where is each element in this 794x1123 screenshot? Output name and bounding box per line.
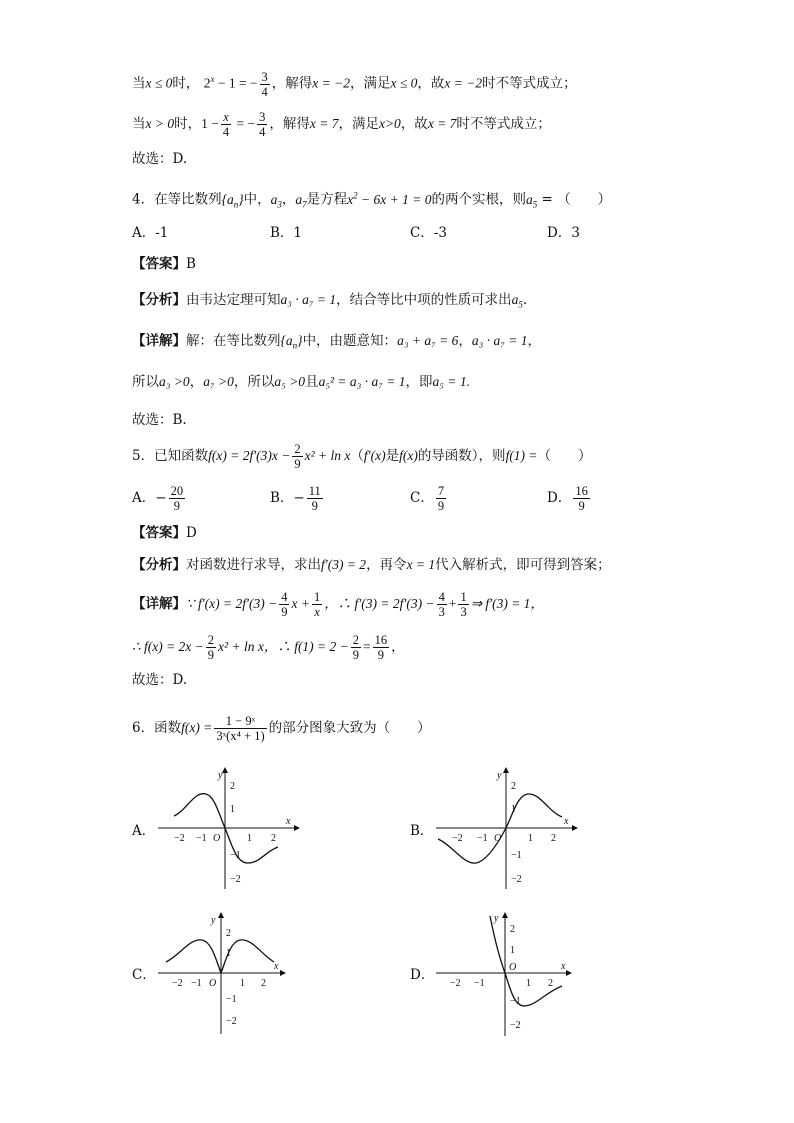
q6-stem	[132, 714, 431, 743]
x-label: x	[274, 961, 279, 972]
y-tick-label: −2	[226, 1016, 237, 1027]
math: x	[210, 74, 215, 84]
analysis-tag: 【分析】	[132, 292, 186, 308]
x-tick-label: −1	[191, 978, 202, 989]
curve	[166, 940, 274, 973]
numerator: 1	[460, 590, 467, 604]
denominator: 4	[222, 125, 230, 139]
math: x = 7	[427, 116, 457, 131]
text: 时，	[174, 116, 202, 132]
x-label: x	[564, 816, 569, 827]
x-label: x	[286, 816, 291, 827]
x-tick-label: −1	[474, 978, 485, 989]
math: x +	[291, 596, 310, 611]
fraction	[573, 484, 590, 513]
denominator: 9	[377, 648, 385, 662]
q3-case-x-le-0	[132, 68, 577, 99]
graph-b-svg	[430, 765, 580, 893]
math: x>0	[378, 116, 401, 131]
y-label: y	[494, 913, 499, 924]
math: a₅ >0	[274, 374, 306, 389]
math: ∵ f′(x) = 2f′(3) −	[186, 596, 278, 611]
y-arrow	[218, 912, 224, 918]
math: x² + ln x	[304, 448, 351, 463]
y-label: y	[211, 915, 216, 926]
q4-option-a[interactable]: A．-1	[132, 225, 169, 241]
text: 解：在等比数列	[186, 333, 281, 349]
math: ⇒ f′(3) = 1，	[470, 596, 544, 611]
math: +	[448, 596, 457, 611]
text: 由韦达定理可知	[186, 292, 281, 308]
option-label: A．	[132, 490, 156, 506]
denominator: 4	[261, 84, 268, 99]
x-tick-label: 2	[261, 978, 266, 989]
detail-tag: 【详解】	[132, 333, 186, 349]
x-tick-label: −2	[172, 978, 183, 989]
y-tick-label: −1	[511, 850, 522, 861]
numerator: 2	[352, 633, 360, 647]
x-label: x	[561, 961, 566, 972]
fraction	[169, 484, 186, 513]
fraction	[214, 714, 266, 743]
text: 的两个实根，则	[431, 191, 526, 208]
option-sign: −	[155, 490, 167, 506]
x-tick-label: 1	[247, 833, 252, 844]
y-tick-label: −2	[230, 874, 241, 885]
math: = −	[233, 116, 256, 131]
text: ，故	[417, 75, 445, 92]
text: 中，	[243, 191, 271, 208]
fraction	[279, 590, 289, 619]
graph-c-svg	[152, 910, 302, 1038]
analysis-tag: 【分析】	[132, 557, 186, 573]
x-tick-label: −2	[174, 833, 185, 844]
math: x = 1	[406, 557, 436, 572]
numerator: 1	[313, 590, 321, 604]
text: ，再令	[366, 557, 407, 573]
subscript: 5	[518, 299, 523, 310]
math: x ≤ 0	[390, 75, 418, 91]
text: ，	[458, 333, 472, 349]
q4-answer	[132, 253, 196, 275]
graph-a-svg	[152, 765, 302, 893]
numerator: x	[221, 110, 231, 125]
option-label: B．	[270, 490, 294, 506]
y-tick-label: −2	[510, 1020, 521, 1031]
denominator: 3ˣ(x⁴ + 1)	[216, 729, 265, 743]
text: 当	[132, 75, 146, 92]
fraction	[373, 633, 390, 662]
fraction	[436, 484, 446, 513]
q5-option-b[interactable]	[270, 484, 325, 513]
subscript: n	[292, 340, 298, 351]
text: 代入解析式，即可得到答案；	[435, 557, 611, 573]
q6-option-d-label[interactable]: D．	[410, 967, 435, 983]
denominator: 9	[294, 457, 301, 471]
math: f(x) = 2f′(3)x −	[208, 448, 291, 463]
q4-detail	[132, 330, 541, 357]
numerator: 16	[374, 633, 388, 647]
numerator: 2	[294, 442, 301, 456]
option-label: C．	[410, 490, 434, 506]
q5-detail	[132, 590, 544, 619]
option-label: D．	[547, 490, 572, 506]
math-part: a	[270, 191, 278, 207]
y-tick-label: 2	[226, 928, 231, 939]
math: x = 7	[309, 116, 339, 131]
x-arrow	[280, 970, 286, 976]
y-tick-label: −1	[510, 996, 521, 1007]
subscript: n	[233, 199, 239, 210]
text: 的部分图象大致为（ ）	[268, 720, 431, 736]
y-arrow	[503, 767, 509, 773]
q4-choose: 故选：B.	[132, 412, 187, 428]
math: f(x) =	[181, 720, 213, 735]
math: 2	[203, 75, 211, 91]
y-tick-label: 1	[230, 804, 235, 815]
text: ，	[391, 639, 405, 655]
denominator: 9	[207, 648, 215, 662]
numerator: 4	[281, 590, 288, 604]
math-part: a	[511, 292, 519, 307]
math: a₃ · a₇ = 1	[471, 333, 528, 348]
y-arrow	[222, 767, 228, 773]
origin-label: O	[494, 833, 502, 844]
x-arrow	[572, 825, 578, 831]
math-part: a	[295, 191, 303, 207]
text: = （ ）	[537, 191, 612, 208]
math	[347, 192, 431, 207]
text: ，	[527, 333, 542, 349]
denominator: 9	[437, 499, 445, 513]
q6-graph-d[interactable]	[430, 910, 580, 1042]
denominator: 9	[173, 499, 180, 513]
x-tick-label: 2	[548, 978, 553, 989]
q5-analysis	[132, 554, 611, 576]
y-tick-label: −1	[230, 850, 241, 861]
text: 所以	[132, 374, 159, 390]
y-tick-label: 2	[510, 924, 515, 935]
detail-tag: 【详解】	[132, 596, 186, 612]
option-sign: −	[293, 490, 305, 506]
text: （ ）	[537, 448, 592, 464]
text: ，	[189, 374, 204, 390]
text: ，故	[400, 116, 428, 132]
q6-graph-b[interactable]	[430, 765, 580, 897]
denominator: 3	[460, 605, 467, 619]
fraction	[206, 633, 216, 662]
math: a₃ >0	[159, 374, 190, 389]
text: 当	[132, 116, 146, 132]
fraction	[351, 633, 361, 662]
y-tick-label: 2	[511, 781, 516, 792]
numerator: 3	[261, 69, 268, 84]
text: ，	[281, 191, 296, 208]
math: x > 0	[145, 116, 175, 131]
math: 1 −	[201, 116, 219, 131]
y-label: y	[218, 770, 223, 781]
answer-tag: 【答案】	[132, 525, 186, 541]
numerator: 1 − 9ˣ	[214, 714, 266, 729]
x-arrow	[566, 970, 572, 976]
fraction	[260, 70, 270, 99]
math: x = −2	[312, 75, 351, 91]
q4-detail-line2	[132, 371, 470, 393]
math: a₅ = 1.	[432, 374, 470, 389]
y-tick-label: −1	[226, 994, 237, 1005]
q6-option-c-label[interactable]: C．	[132, 967, 156, 983]
x-tick-label: 1	[528, 833, 533, 844]
fraction	[312, 590, 322, 619]
numerator: 2	[207, 633, 215, 647]
fraction	[292, 442, 302, 471]
q5-option-a[interactable]	[132, 484, 187, 513]
x-tick-label: 2	[271, 833, 276, 844]
fraction	[307, 484, 323, 513]
y-tick-label: 1	[510, 945, 515, 956]
x-tick-label: −1	[196, 833, 207, 844]
math	[525, 191, 538, 210]
denominator: 9	[281, 605, 288, 619]
text: 4．在等比数列	[132, 191, 222, 208]
y-tick-label: 1	[226, 948, 231, 959]
q4-stem	[132, 184, 611, 215]
math	[511, 292, 523, 310]
q5-stem	[132, 442, 592, 471]
math: f(1) =	[505, 448, 538, 463]
y-tick-label: 1	[511, 804, 516, 815]
q5-answer	[132, 522, 197, 544]
math: f′(x)	[363, 448, 386, 463]
q4-option-d[interactable]: D．3	[547, 225, 580, 241]
text: 时不等式成立；	[482, 75, 577, 92]
numerator: 11	[308, 484, 321, 498]
text: ，解得	[269, 116, 310, 132]
text: ，解得	[271, 75, 313, 92]
x-tick-label: −1	[477, 833, 488, 844]
q4-analysis	[132, 289, 527, 316]
text: ，即	[405, 374, 433, 390]
math: ，∴ f′(3) = 2f′(3) −	[324, 596, 435, 611]
text: 且	[305, 374, 319, 390]
text: ，结合等比中项的性质可求出	[336, 292, 512, 308]
math	[280, 333, 303, 351]
text: （	[350, 448, 364, 464]
y-arrow	[502, 912, 508, 918]
text: 是方程	[306, 191, 348, 208]
q3-choose: 故选：D.	[132, 151, 188, 167]
subscript: 5	[532, 199, 538, 210]
text: 时，	[172, 75, 200, 92]
math-part: − 6x + 1 = 0	[357, 191, 432, 207]
text: 6．函数	[132, 720, 182, 736]
q4-option-b[interactable]: B．1	[270, 225, 303, 241]
denominator: 3	[438, 605, 445, 619]
q6-option-b-label[interactable]: B．	[410, 823, 434, 839]
answer-value: B	[186, 256, 196, 272]
text: 的导函数），则	[417, 448, 506, 464]
q5-option-d[interactable]	[547, 484, 592, 513]
denominator: 4	[259, 125, 266, 139]
fraction	[458, 590, 468, 619]
x-tick-label: 1	[240, 978, 245, 989]
fraction	[221, 110, 231, 139]
numerator: 4	[438, 590, 445, 604]
x-tick-label: 1	[526, 978, 531, 989]
fraction	[437, 590, 447, 619]
text: .	[522, 292, 528, 308]
numerator: 3	[259, 110, 266, 124]
subscript: 3	[277, 199, 282, 210]
text: 中，由题意知：	[302, 333, 398, 349]
origin-label: O	[509, 962, 517, 973]
x-tick-label: −2	[450, 978, 461, 989]
q6-option-a-label[interactable]: A．	[132, 823, 156, 839]
y-tick-label: −2	[511, 874, 522, 885]
math	[221, 191, 244, 210]
math	[295, 191, 307, 210]
math: f(x)	[399, 448, 418, 463]
math: =	[363, 639, 371, 654]
x-arrow	[294, 825, 300, 831]
numerator: 16	[575, 484, 588, 498]
numerator: 20	[170, 484, 184, 498]
answer-value: D	[186, 525, 197, 541]
q5-option-c[interactable]	[410, 484, 448, 513]
origin-label: O	[209, 978, 217, 989]
x-tick-label: 2	[551, 833, 556, 844]
superscript: 2	[353, 190, 358, 200]
q3-case-x-gt-0	[132, 110, 551, 139]
math-part: {a	[280, 333, 293, 348]
math: x = −2	[444, 75, 483, 91]
curve	[438, 794, 562, 863]
text: 对函数进行求导，求出	[186, 557, 321, 573]
x-tick-label: −2	[452, 833, 463, 844]
math: a₃ + a₇ = 6	[397, 333, 459, 348]
text: ，所以	[233, 374, 275, 390]
math: a₇ >0	[203, 374, 234, 389]
denominator: x	[314, 605, 320, 619]
text: 时不等式成立；	[456, 116, 551, 132]
math: a₅² = a₃ · a₇ = 1	[318, 374, 406, 389]
q6-graph-c[interactable]	[152, 910, 302, 1042]
text: ，满足	[338, 116, 379, 132]
math: − 1 = −	[214, 75, 258, 91]
math-part: a	[525, 191, 533, 207]
denominator: 9	[311, 499, 318, 513]
q4-option-c[interactable]: C．-3	[410, 225, 447, 241]
q5-detail-line2	[132, 633, 405, 662]
text: 是	[385, 448, 400, 464]
math-part: x	[347, 191, 354, 207]
q6-graph-a[interactable]	[152, 765, 302, 897]
math: f′(3) = 2	[321, 557, 367, 572]
origin-label: O	[213, 833, 221, 844]
denominator: 9	[352, 648, 360, 662]
math-part: {a	[221, 191, 234, 207]
math-part: }	[297, 333, 303, 348]
math: x ≤ 0	[145, 75, 173, 91]
math-part: }	[238, 191, 244, 207]
q5-choose: 故选：D.	[132, 672, 188, 688]
fraction	[257, 110, 267, 139]
answer-tag: 【答案】	[132, 256, 186, 272]
y-tick-label: 2	[230, 781, 235, 792]
math: ∴ f(x) = 2x −	[132, 639, 204, 654]
denominator: 9	[578, 499, 585, 513]
graph-d-svg	[430, 910, 580, 1038]
subscript: 7	[302, 199, 307, 210]
math: x² + ln x，∴ f(1) = 2 −	[218, 639, 349, 654]
curve	[490, 916, 562, 1006]
math: a₃ · a₇ = 1	[280, 292, 337, 307]
y-label: y	[497, 770, 502, 781]
numerator: 7	[437, 484, 445, 498]
math	[270, 191, 282, 210]
text: ，满足	[350, 75, 391, 92]
text: 5．已知函数	[132, 448, 209, 464]
